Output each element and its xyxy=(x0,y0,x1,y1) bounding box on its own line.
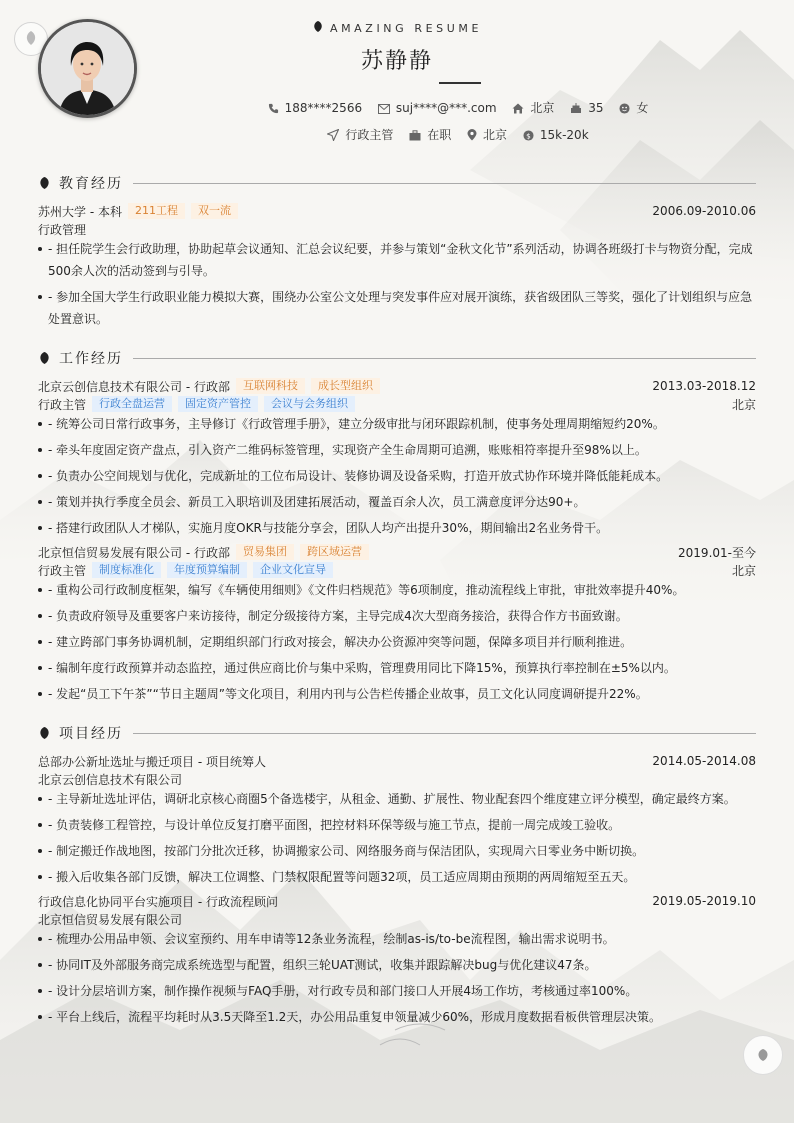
target-city-value: 北京 xyxy=(483,128,508,142)
company-tag: 贸易集团 xyxy=(236,544,294,560)
section-divider xyxy=(133,358,756,359)
age-value: 35 xyxy=(588,101,604,115)
job-role-row xyxy=(38,561,756,579)
section-divider xyxy=(133,733,756,734)
send-icon xyxy=(327,129,339,141)
job-role-row xyxy=(38,395,756,413)
phone-value: 188****2566 xyxy=(284,101,363,115)
home-icon xyxy=(512,103,524,114)
svg-text:$: $ xyxy=(526,131,531,141)
project-org: 北京恒信贸易发展有限公司 xyxy=(38,912,183,927)
skill-tag: 会议与会务组织 xyxy=(264,396,355,412)
list-item: - 重构公司行政制度框架，编写《车辆使用细则》《文件归档规范》等6项制度，推动流程线上审批，审批效率提升40%。 xyxy=(38,579,756,601)
school-tag: 211工程 xyxy=(128,203,185,219)
projects-section-title xyxy=(38,723,756,743)
skill-tag: 年度预算编制 xyxy=(167,562,247,578)
job-role: 行政主管 xyxy=(38,397,87,412)
list-item: - 编制年度行政预算并动态监控，通过供应商比价与集中采购，管理费用同比下降15%，预算执行率控制在±5%以内。 xyxy=(38,657,756,679)
list-item: - 梳理办公用品申领、会议室预约、用车申请等12条业务流程，绘制as-is/to-be流程图，输出需求说明书。 xyxy=(38,928,756,950)
leaf-icon xyxy=(756,1048,770,1062)
project-header-row xyxy=(38,752,756,770)
project-name: 总部办公新址选址与搬迁项目 - 项目统筹人 xyxy=(38,754,266,769)
company-tag: 跨区域运营 xyxy=(300,544,369,560)
job-date: 2013.03-2018.12 xyxy=(652,379,756,393)
position-value: 行政主管 xyxy=(345,128,394,142)
list-item: - 平台上线后，流程平均耗时从3.5天降至1.2天，办公用品重复申领量减少60%，形成月度数据看板供管理层决策。 xyxy=(38,1006,756,1028)
job-header-row xyxy=(38,543,756,561)
project-org-row xyxy=(38,770,756,788)
gender-value: 女 xyxy=(636,101,649,115)
project-name: 行政信息化协同平台实施项目 - 行政流程顾问 xyxy=(38,894,278,909)
skill-tag: 固定资产管控 xyxy=(178,396,258,412)
education-header-row xyxy=(38,202,756,220)
salary-info xyxy=(523,128,589,142)
school-name: 苏州大学 - 本科 xyxy=(38,204,122,219)
corner-action-button[interactable] xyxy=(743,1035,783,1075)
education-section-title xyxy=(38,173,756,193)
city-value: 北京 xyxy=(530,101,555,115)
email-icon xyxy=(378,104,390,114)
location-icon xyxy=(467,129,477,141)
job-date: 2019.01-至今 xyxy=(678,545,756,560)
company-tag: 互联网科技 xyxy=(236,378,305,394)
position-info xyxy=(327,126,393,143)
company-tag: 成长型组织 xyxy=(311,378,380,394)
email-value: suj****@***.com xyxy=(395,101,497,115)
list-item: - 制定搬迁作战地图，按部门分批次迁移，协调搬家公司、网络服务商与保洁团队，实现周六日零业务中断切换。 xyxy=(38,840,756,862)
list-item: - 担任院学生会行政助理，协助起草会议通知、汇总会议纪要，并参与策划“金秋文化节”系列活动，协调各班级打卡与物资分配，完成500余人次的活动签到与引导。 xyxy=(38,238,756,282)
skill-tag: 制度标准化 xyxy=(92,562,161,578)
gender-icon xyxy=(619,103,630,114)
status-info xyxy=(409,126,451,143)
job-location: 北京 xyxy=(731,397,756,412)
work-section-title xyxy=(38,348,756,368)
list-item: - 搭建行政团队人才梯队，实施月度OKR与技能分享会，团队人均产出提升30%，期间输出2名业务骨干。 xyxy=(38,517,756,539)
project-org: 北京云创信息技术有限公司 xyxy=(38,772,183,787)
leaf-icon xyxy=(38,351,51,365)
section-label: 工作经历 xyxy=(59,351,123,367)
leaf-icon xyxy=(312,20,324,33)
job-header-row xyxy=(38,377,756,395)
tagline-text: AMAZING RESUME xyxy=(329,22,483,35)
list-item: - 搬入后收集各部门反馈，解决工位调整、门禁权限配置等问题32项，员工适应周期由预期的两周缩短至五天。 xyxy=(38,866,756,888)
education-date: 2006.09-2010.06 xyxy=(652,204,756,218)
job-location: 北京 xyxy=(731,563,756,578)
salary-value: 15k-20k xyxy=(539,128,589,142)
section-label: 项目经历 xyxy=(59,726,123,742)
company-name: 北京云创信息技术有限公司 - 行政部 xyxy=(38,379,230,394)
age-info xyxy=(570,101,603,115)
leaf-icon xyxy=(38,176,51,190)
section-divider xyxy=(133,183,756,184)
list-item: - 负责办公空间规划与优化，完成新址的工位布局设计、装修协调及设备采购，打造开放式协作环境并降低能耗成本。 xyxy=(38,465,756,487)
major-name: 行政管理 xyxy=(38,222,87,237)
skill-tag: 行政全盘运营 xyxy=(92,396,172,412)
target-city-info xyxy=(467,126,507,143)
company-name: 北京恒信贸易发展有限公司 - 行政部 xyxy=(38,545,230,560)
phone-icon xyxy=(268,103,279,114)
briefcase-icon xyxy=(409,130,421,141)
project-date: 2019.05-2019.10 xyxy=(652,894,756,908)
gender-info xyxy=(619,99,648,116)
school-tag: 双一流 xyxy=(191,203,238,219)
city-info xyxy=(512,99,554,116)
resume-tagline xyxy=(0,20,794,35)
skill-tag: 企业文化宣导 xyxy=(253,562,333,578)
phone-info xyxy=(268,101,362,115)
list-item: - 牵头年度固定资产盘点，引入资产二维码标签管理，实现资产全生命周期可追溯，账账相符率提升至98%以上。 xyxy=(38,439,756,461)
leaf-icon xyxy=(38,726,51,740)
list-item: - 统筹公司日常行政事务，主导修订《行政管理手册》，建立分级审批与闭环跟踪机制，使事务处理周期缩短约20%。 xyxy=(38,413,756,435)
contact-info-row xyxy=(0,99,794,116)
list-item: - 主导新址选址评估，调研北京核心商圈5个备选楼宇，从租金、通勤、扩展性、物业配套四个维度建立评分模型，确定最终方案。 xyxy=(38,788,756,810)
list-item: - 负责政府领导及重要客户来访接待，制定分级接待方案，主导完成4次大型商务接洽，获得合作方书面致谢。 xyxy=(38,605,756,627)
job-intent-row xyxy=(0,126,794,143)
list-item: - 策划并执行季度全员会、新员工入职培训及团建拓展活动，覆盖百余人次，员工满意度评分达90+。 xyxy=(38,491,756,513)
section-label: 教育经历 xyxy=(59,176,123,192)
job-role: 行政主管 xyxy=(38,563,87,578)
age-icon xyxy=(570,102,582,114)
list-item: - 建立跨部门事务协调机制，定期组织部门行政对接会，解决办公资源冲突等问题，保障多项目并行顺利推进。 xyxy=(38,631,756,653)
name-underline xyxy=(439,82,481,84)
candidate-name: 苏静静 xyxy=(360,49,433,74)
list-item: - 发起“员工下午茶”“节日主题周”等文化项目，利用内刊与公告栏传播企业故事，员工文化认同度调研提升22%。 xyxy=(38,683,756,705)
email-info xyxy=(378,101,497,115)
list-item: - 参加全国大学生行政职业能力模拟大赛，围绕办公室公文处理与突发事件应对展开演练，获省级团队三等奖，强化了计划组织与应急处置意识。 xyxy=(38,286,756,330)
money-icon xyxy=(523,130,534,141)
project-header-row xyxy=(38,892,756,910)
project-org-row xyxy=(38,910,756,928)
major-row xyxy=(38,220,756,238)
list-item: - 负责装修工程管控，与设计单位反复打磨平面图，把控材料环保等级与施工节点，提前一周完成竣工验收。 xyxy=(38,814,756,836)
project-date: 2014.05-2014.08 xyxy=(652,754,756,768)
list-item: - 设计分层培训方案，制作操作视频与FAQ手册，对行政专员和部门接口人开展4场工作坊，考核通过率100%。 xyxy=(38,980,756,1002)
status-value: 在职 xyxy=(427,128,452,142)
list-item: - 协同IT及外部服务商完成系统选型与配置，组织三轮UAT测试，收集并跟踪解决bug与优化建议47条。 xyxy=(38,954,756,976)
